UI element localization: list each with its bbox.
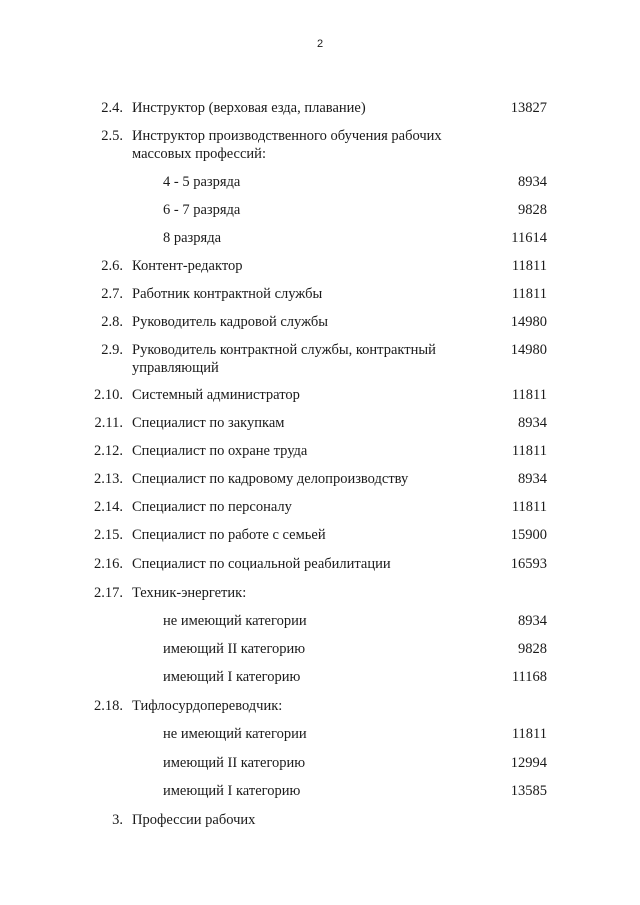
salary-value: 14980: [510, 342, 547, 358]
position-name: Руководитель кадровой службы: [132, 314, 329, 330]
position-name: Работник контрактной службы: [132, 286, 323, 302]
page-number: 2: [316, 38, 324, 50]
salary-value: 11811: [511, 387, 547, 403]
salary-value: 11614: [511, 230, 547, 246]
category-name: не имеющий категории: [163, 613, 307, 629]
grade-name: 6 - 7 разряда: [163, 202, 241, 218]
salary-value: 13827: [510, 100, 547, 116]
salary-value: 13585: [510, 783, 547, 799]
salary-value: 11811: [511, 286, 547, 302]
row-number: 2.18.: [94, 698, 123, 714]
position-name: Тифлосурдопереводчик:: [132, 698, 283, 714]
salary-value: 8934: [518, 415, 547, 431]
salary-value: 9828: [518, 641, 547, 657]
category-name: не имеющий категории: [163, 726, 307, 742]
position-name: Системный администратор: [132, 387, 300, 403]
salary-value: 8934: [518, 613, 547, 629]
position-name: Специалист по работе с семьей: [132, 527, 326, 543]
row-number: 2.11.: [94, 415, 123, 431]
salary-value: 11811: [511, 726, 547, 742]
row-number: 2.5.: [101, 128, 123, 144]
position-name: Специалист по охране труда: [132, 443, 308, 459]
grade-name: 8 разряда: [163, 230, 222, 246]
salary-value: 15900: [510, 527, 547, 543]
position-name: Инструктор (верховая езда, плавание): [132, 100, 366, 116]
position-name: Специалист по социальной реабилитации: [132, 556, 391, 572]
salary-value: 11168: [511, 669, 547, 685]
row-number: 2.13.: [94, 471, 123, 487]
category-name: имеющий I категорию: [163, 783, 301, 799]
grade-name: 4 - 5 разряда: [163, 174, 241, 190]
category-name: имеющий I категорию: [163, 669, 301, 685]
salary-value: 11811: [511, 443, 547, 459]
position-name: Специалист по персоналу: [132, 499, 292, 515]
position-name: Инструктор производственного обучения рабочих массовых профессий:: [132, 128, 442, 162]
salary-value: 9828: [518, 202, 547, 218]
position-name: Специалист по кадровому делопроизводству: [132, 471, 409, 487]
category-name: имеющий II категорию: [163, 641, 306, 657]
salary-value: 11811: [511, 499, 547, 515]
salary-value: 8934: [518, 174, 547, 190]
salary-value: 11811: [511, 258, 547, 274]
row-number: 2.4.: [101, 100, 123, 116]
salary-value: 8934: [518, 471, 547, 487]
row-number: 2.7.: [101, 286, 123, 302]
salary-value: 14980: [510, 314, 547, 330]
row-number: 2.10.: [94, 387, 123, 403]
salary-value: 12994: [510, 755, 547, 771]
position-name: Техник-энергетик:: [132, 585, 247, 601]
row-number: 2.16.: [94, 556, 123, 572]
row-number: 2.8.: [101, 314, 123, 330]
category-name: имеющий II категорию: [163, 755, 306, 771]
row-number: 2.15.: [94, 527, 123, 543]
position-name: Руководитель контрактной службы, контрактный управляющий: [132, 342, 436, 376]
section-title: Профессии рабочих: [132, 812, 256, 828]
row-number: 2.12.: [94, 443, 123, 459]
row-number: 2.17.: [94, 585, 123, 601]
row-number: 3.: [112, 812, 123, 828]
row-number: 2.9.: [101, 342, 123, 358]
position-name: Специалист по закупкам: [132, 415, 285, 431]
row-number: 2.14.: [94, 499, 123, 515]
row-number: 2.6.: [101, 258, 123, 274]
salary-value: 16593: [510, 556, 547, 572]
position-name: Контент-редактор: [132, 258, 243, 274]
